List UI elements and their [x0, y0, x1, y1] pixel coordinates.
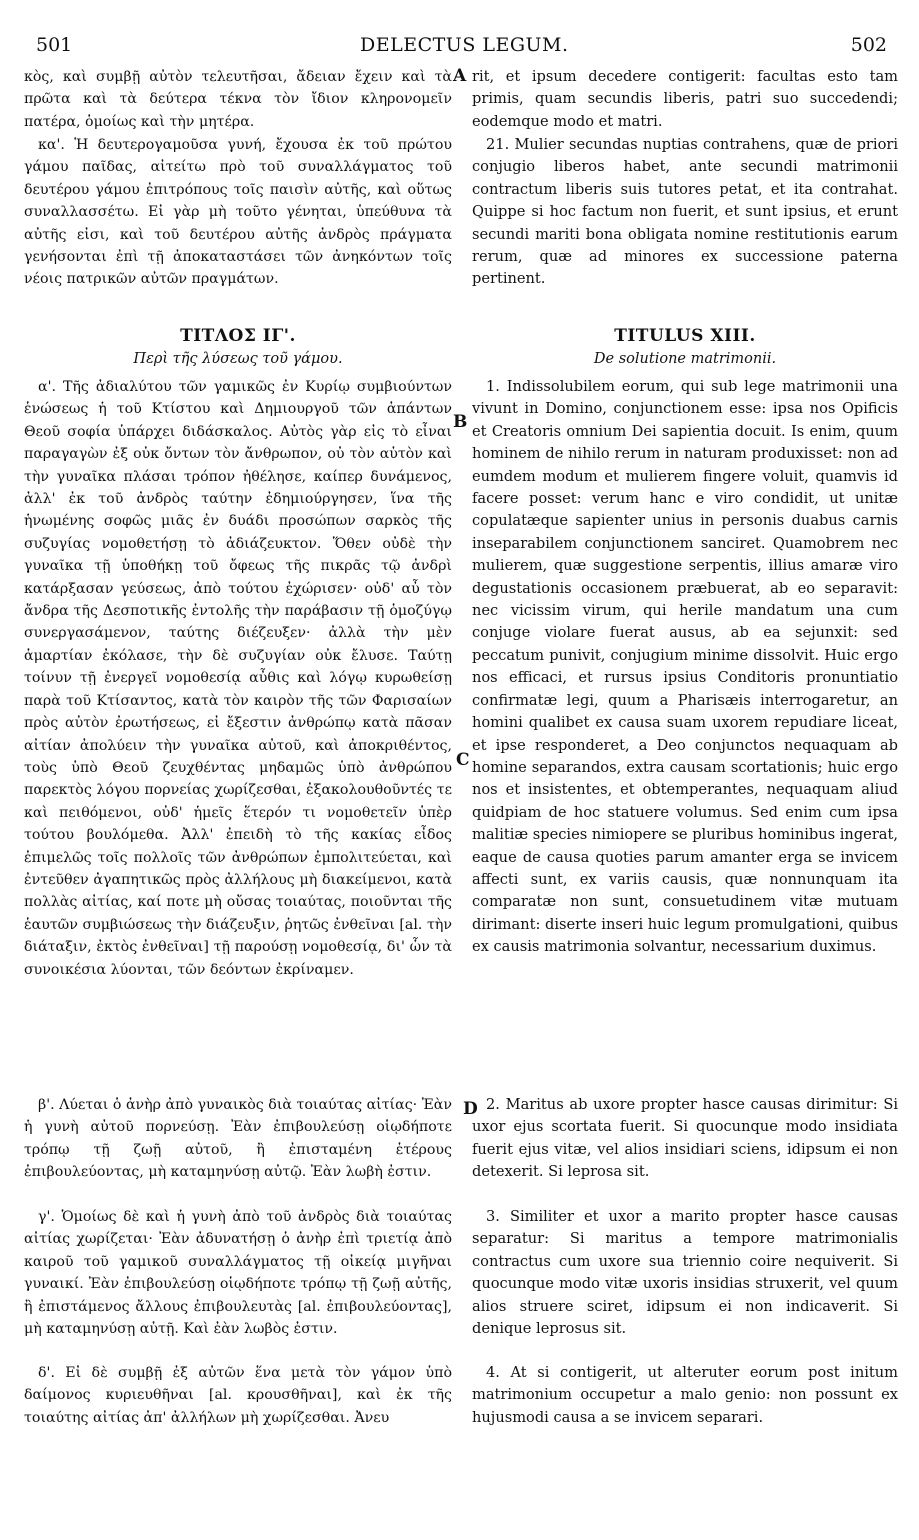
- greek-title: ΤΙΤΛΟΣ ΙΓ'.: [180, 326, 296, 346]
- latin-section-1: 1. Indissolubilem eorum, qui sub lege matrimonii una vivunt in Domino, conjunctionem esse: ipsa nos Opificis et Creatoris omnium Dei sapientia docuit. Is enim, quum hominem de nihilo rerum in naturam produxisset: non ad eumdem modum et mulierem fingere voluit, quamvis id facere posset: verum hanc e viro condidit, ut unitæ copulatæque sapienter unius in personis duabus carnis inseparabilem conjunctionem sanciret. Quamobrem nec mulierem, quæ suggestione serpentis, illius amaræ viro degustationis occasionem præbuerat, ab eo separavit: nec vicissim virum, qui herile mandatum una cum conjuge violare fuerat ausus, ab ea sejunxit: sed peccatum punivit, conjugium minime dissolvit. Huic ergo nos efficaci, et rursus ipsius Conditoris pronuntiatio confirmatæ legi, quum a Pharisæis interrogaretur, an homini qualibet ex causa suam uxorem repudiare liceat, et ipse responderet, a Deo conjunctos nequaquam ab homine separandos, extra causam scortationis; huic ergo nos et insistentes, et obtemperantes, nequaquam aliud quidpiam de hoc statuere volumus. Sed enim cum ipsa malitiæ species nimiopere se pluribus hominibus ingerat, eaque de causa quoties parum amanter erga se invicem affecti sunt, ex variis causis, quæ nonnunquam ita comparatæ non sunt, consuetudinem vitæ mutuam dirimant: diserte inseri huic legum promulgationi, quibus ex causis matrimonia solvantur, necessarium duximus.: [472, 378, 898, 956]
- latin-title: TITULUS XIII.: [614, 326, 756, 346]
- page-number-right: 502: [850, 34, 887, 56]
- greek-section-3: γ'. Ὁμοίως δὲ καὶ ἡ γυνὴ ἀπὸ τοῦ ἀνδρὸς διὰ τοιαύτας αἰτίας χωρίζεται· Ἐὰν ἀδυνατήσῃ ὁ ἀνὴρ ἐπὶ τριετίᾳ ἀπὸ καιροῦ τοῦ γαμικοῦ συναλλάγματος τῇ οἰκείᾳ μιγῆναι γυναικί. Ἐὰν ἐπιβουλεύσῃ οἱῳδήποτε τρόπῳ τῇ ζωῇ αὐτῆς, ἢ ἐπιστάμενος ἄλλους ἐπιβουλευτὰς [al. ἐπιβουλεύοντας], μὴ καταμηνύσῃ αὐτῇ. Καὶ ἐὰν λωβὸς ἐστιν.: [24, 1209, 452, 1338]
- latin-section-21: 21. Mulier secundas nuptias contrahens, quæ de priori conjugio liberos habet, ante secundi matrimonii contractum liberis suis tutores petat, et ita contrahat. Quippe si hoc factum non fuerit, et sunt ipsius, et erunt secundi mariti bona obligata nomine restitutionis earum rerum, quæ ad minores ex successione paterna pertinent.: [472, 136, 898, 288]
- latin-top-paragraph: rit, et ipsum decedere contigerit: facultas esto tam primis, quam secundis liberis, patri suo succedendi; eodemque modo et matri.: [472, 68, 898, 130]
- latin-column: [472, 66, 898, 1429]
- margin-letter-c: C: [456, 750, 470, 770]
- latin-subtitle: De solutione matrimonii.: [593, 351, 777, 367]
- running-title: DELECTUS LEGUM.: [360, 34, 569, 56]
- greek-section-4: δ'. Εἰ δὲ συμβῇ ἐξ αὐτῶν ἕνα μετὰ τὸν γάμον ὑπὸ δαίμονος κυριευθῆναι [al. κρουσθῆναι], καὶ ἐκ τῆς τοιαύτης αἰτίας ἀπ' ἀλλήλων μὴ χωρίζεσθαι. Ἀνευ: [24, 1365, 452, 1426]
- latin-section-2: 2. Maritus ab uxore propter hasce causas dirimitur: Si uxor ejus scortata fuerit. Si quocunque modo insidiata fuerit ejus vitæ, vel alios insidiari sciens, idipsum ei non detexerit. Si leprosa sit.: [472, 1096, 898, 1181]
- greek-top-paragraph: κὸς, καὶ συμβῇ αὐτὸν τελευτῆσαι, ἄδειαν ἔχειν καὶ τὰ πρῶτα καὶ τὰ δεύτερα τέκνα τὸν ἴδιον κληρονομεῖν πατέρα, ὁμοίως καὶ τὴν μητέρα.: [24, 69, 452, 130]
- greek-column: [24, 66, 452, 1429]
- page-number-left: 501: [36, 34, 73, 56]
- page-header: [0, 34, 919, 64]
- greek-section-1: α'. Τῆς ἀδιαλύτου τῶν γαμικῶς ἐν Κυρίῳ συμβιούντων ἑνώσεως ἡ τοῦ Κτίστου καὶ Δημιουργοῦ τῶν ἁπάντων Θεοῦ σοφία ὑπάρχει διδάσκαλος. Αὐτὸς γὰρ εἰς τὸ εἶναι παραγαγὼν ἐξ οὐκ ὄντων τὸν ἄνθρωπον, οὐ τὸν αὐτὸν καὶ τὴν γυναῖκα πλάσαι τρόπον ἠθέλησε, καίπερ δυνάμενος, ἀλλ' ἐκ τοῦ ἀνδρὸς ταύτην ἐδημιούργησεν, ἵνα τῆς ἡνωμένης σοφῶς μιᾶς ἐν δυάδι προσώπων σαρκὸς τῆς συζυγίας νομοθετήσῃ τὸ ἀδιάζευκτον. Ὅθεν οὐδὲ τὴν γυναῖκα τῇ ὑποθήκῃ τοῦ ὄφεως τῆς πικρᾶς τῷ ἀνδρὶ κατάρξασαν γεύσεως, ἀπὸ τούτου ἐχώρισεν· οὐδ' αὖ τὸν ἄνδρα τῆς Δεσποτικῆς ἐντολῆς τὴν παράβασιν τῇ ὁμοζύγῳ συνεργασάμενον, ταύτης διέζευξεν· ἀλλὰ τὴν μὲν ἁμαρτίαν ἐκόλασε, τὴν δὲ συζυγίαν οὐκ ἔλυσε. Ταύτῃ τοίνυν τῇ ἐνεργεῖ νομοθεσίᾳ αὖθις καὶ λόγῳ κυρωθείσῃ παρὰ τοῦ Κτίσαντος, κατὰ τὸν καιρὸν τῆς τῶν Φαρισαίων πρὸς αὐτὸν ἐρωτήσεως, εἰ ἔξεστιν ἀνθρώπῳ κατὰ πᾶσαν αἰτίαν ἀπολύειν τὴν γυναῖκα αὐτοῦ, καὶ ἀποκριθέντος, τοὺς ὑπὸ Θεοῦ ζευχθέντας μηδαμῶς ὑπὸ ἀνθρώπου παρεκτὸς λόγου πορνείας χωρίζεσθαι, ἐξακολουθοῦντές τε καὶ πειθόμενοι, οὐδ' ἡμεῖς ἕτερόν τι νομοθετεῖν ὑπὲρ τούτου βουλόμεθα. Ἀλλ' ἐπειδὴ τὸ τῆς κακίας εἶδος ἐπιμελῶς τοῖς πολλοῖς τῶν ἀνθρώπων ἐμπολιτεύεται, καὶ ἐντεῦθεν ἀγαπητικῶς πρὸς ἀλλήλους μὴ διακείμενοι, κατὰ πολλὰς αἰτίας, καί ποτε μὴ οὔσας τοιαύτας, ποιοῦνται τῆς ἑαυτῶν συμβιώσεως τὴν διάζευξιν, ῥητῶς ἐνθεῖναι [al. τὴν διάταξιν, ἐκτὸς ἐνθεῖναι] τῇ παρούσῃ νομοθεσίᾳ, δι' ὧν τὰ συνοικέσια λύονται, τῶν δεόντων ἐκρίναμεν.: [24, 379, 452, 978]
- margin-letter-d: D: [463, 1099, 478, 1119]
- greek-subtitle: Περὶ τῆς λύσεως τοῦ γάμου.: [133, 351, 343, 367]
- latin-section-4: 4. At si contigerit, ut alteruter eorum post initum matrimonium occupetur a malo genio: non possunt ex hujusmodi causa a se invicem separari.: [472, 1364, 898, 1426]
- margin-letter-a: A: [453, 66, 467, 86]
- margin-letter-b: B: [453, 412, 468, 432]
- greek-section-21: κα'. Ἡ δευτερογαμοῦσα γυνή, ἔχουσα ἐκ τοῦ πρώτου γάμου παῖδας, αἰτείτω πρὸ τοῦ συναλλάγματος τοῦ δευτέρου γάμου ἐπιτρόπους τοῖς παισὶν αὐτῆς, καὶ οὕτως συναλλασσέτω. Εἰ γὰρ μὴ τοῦτο γένηται, ὑπεύθυνα τὰ αὐτῆς εἰσι, καὶ τοῦ δευτέρου αὐτῆς ἀνδρὸς πράγματα γενήσονται ἐπὶ τῇ ἀποκαταστάσει τῶν ἀνηκόντων τοῖς νέοις πατρικῶν αὐτῶν πραγμάτων.: [24, 137, 452, 288]
- greek-section-2: β'. Λύεται ὁ ἀνὴρ ἀπὸ γυναικὸς διὰ τοιαύτας αἰτίας· Ἐὰν ἡ γυνὴ αὐτοῦ πορνεύσῃ. Ἐὰν ἐπιβουλεύσῃ οἱῳδήποτε τρόπῳ τῇ ζωῇ αὐτοῦ, ἢ ἐπισταμένη ἑτέρους ἐπιβουλεύοντας, μὴ καταμηνύσῃ αὐτῷ. Ἐὰν λωβὴ ἐστιν.: [24, 1097, 452, 1181]
- latin-section-3: 3. Similiter et uxor a marito propter hasce causas separatur: Si maritus a tempore matrimonialis contractus cum uxore sua triennio coire nequiverit. Si quocunque modo vitæ uxoris insidias struxerit, vel quum alios struere sciret, idipsum ei non indicaverit. Si denique leprosus sit.: [472, 1208, 898, 1338]
